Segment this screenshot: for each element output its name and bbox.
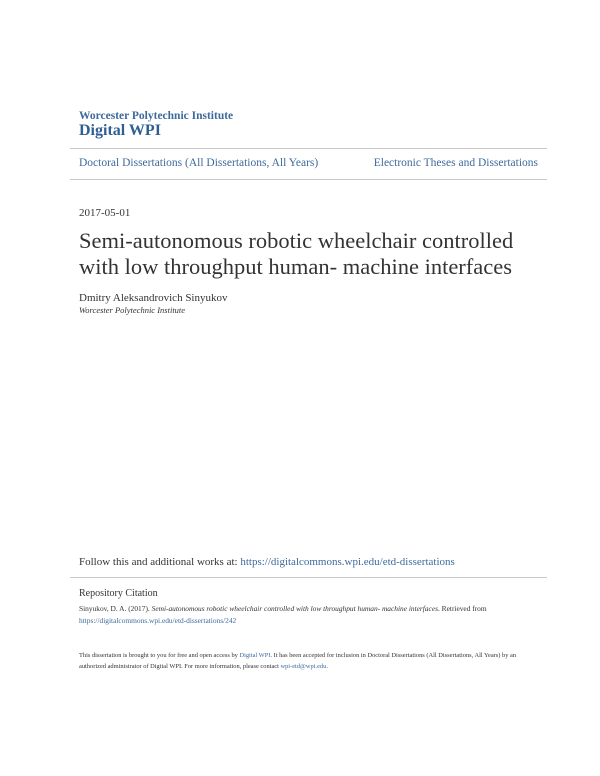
access-notice [79, 650, 539, 672]
citation-authors-year: Sinyukov, D. A. (2017). [79, 604, 150, 613]
document-title: Semi-autonomous robotic wheelchair controlled with low throughput human- machine interfaces [79, 228, 514, 279]
citation-heading: Repository Citation [79, 588, 158, 599]
author-affiliation: Worcester Polytechnic Institute [79, 305, 186, 315]
author-name: Dmitry Aleksandrovich Sinyukov [79, 292, 228, 304]
follow-prefix: Follow this and additional works at: [79, 556, 238, 568]
divider-nav [70, 179, 547, 180]
citation-text [79, 603, 539, 627]
collection-link-etd[interactable]: Electronic Theses and Dissertations [373, 157, 538, 169]
notice-part1: This dissertation is brought to you for free and open access by [79, 652, 238, 659]
follow-line [79, 556, 455, 568]
divider-citation [70, 577, 547, 578]
repository-name: Digital WPI [79, 122, 161, 139]
publication-date: 2017-05-01 [79, 207, 131, 219]
citation-title: Semi-autonomous robotic wheelchair controlled with low throughput human- machine interfaces [151, 604, 438, 613]
divider-top [70, 148, 547, 149]
notice-email-link[interactable]: wpi-etd@wpi.edu [280, 663, 327, 670]
notice-end: . [326, 663, 328, 670]
notice-digital-wpi-link[interactable]: Digital WPI [239, 652, 271, 659]
follow-url-link[interactable]: https://digitalcommons.wpi.edu/etd-dissertations [240, 556, 455, 568]
notice-part2: . It has been accepted for inclusion in Doctoral Dissertations (All Dissertations, All Years) by an authorized administrator of Digital WPI. For more information, please contact [79, 652, 517, 670]
institution-name: Worcester Polytechnic Institute [79, 110, 234, 122]
citation-retrieved: . Retrieved from [437, 604, 487, 613]
collection-link-doctoral-dissertations[interactable]: Doctoral Dissertations (All Dissertations, All Years) [79, 157, 319, 169]
citation-url-link[interactable]: https://digitalcommons.wpi.edu/etd-dissertations/242 [79, 616, 237, 625]
